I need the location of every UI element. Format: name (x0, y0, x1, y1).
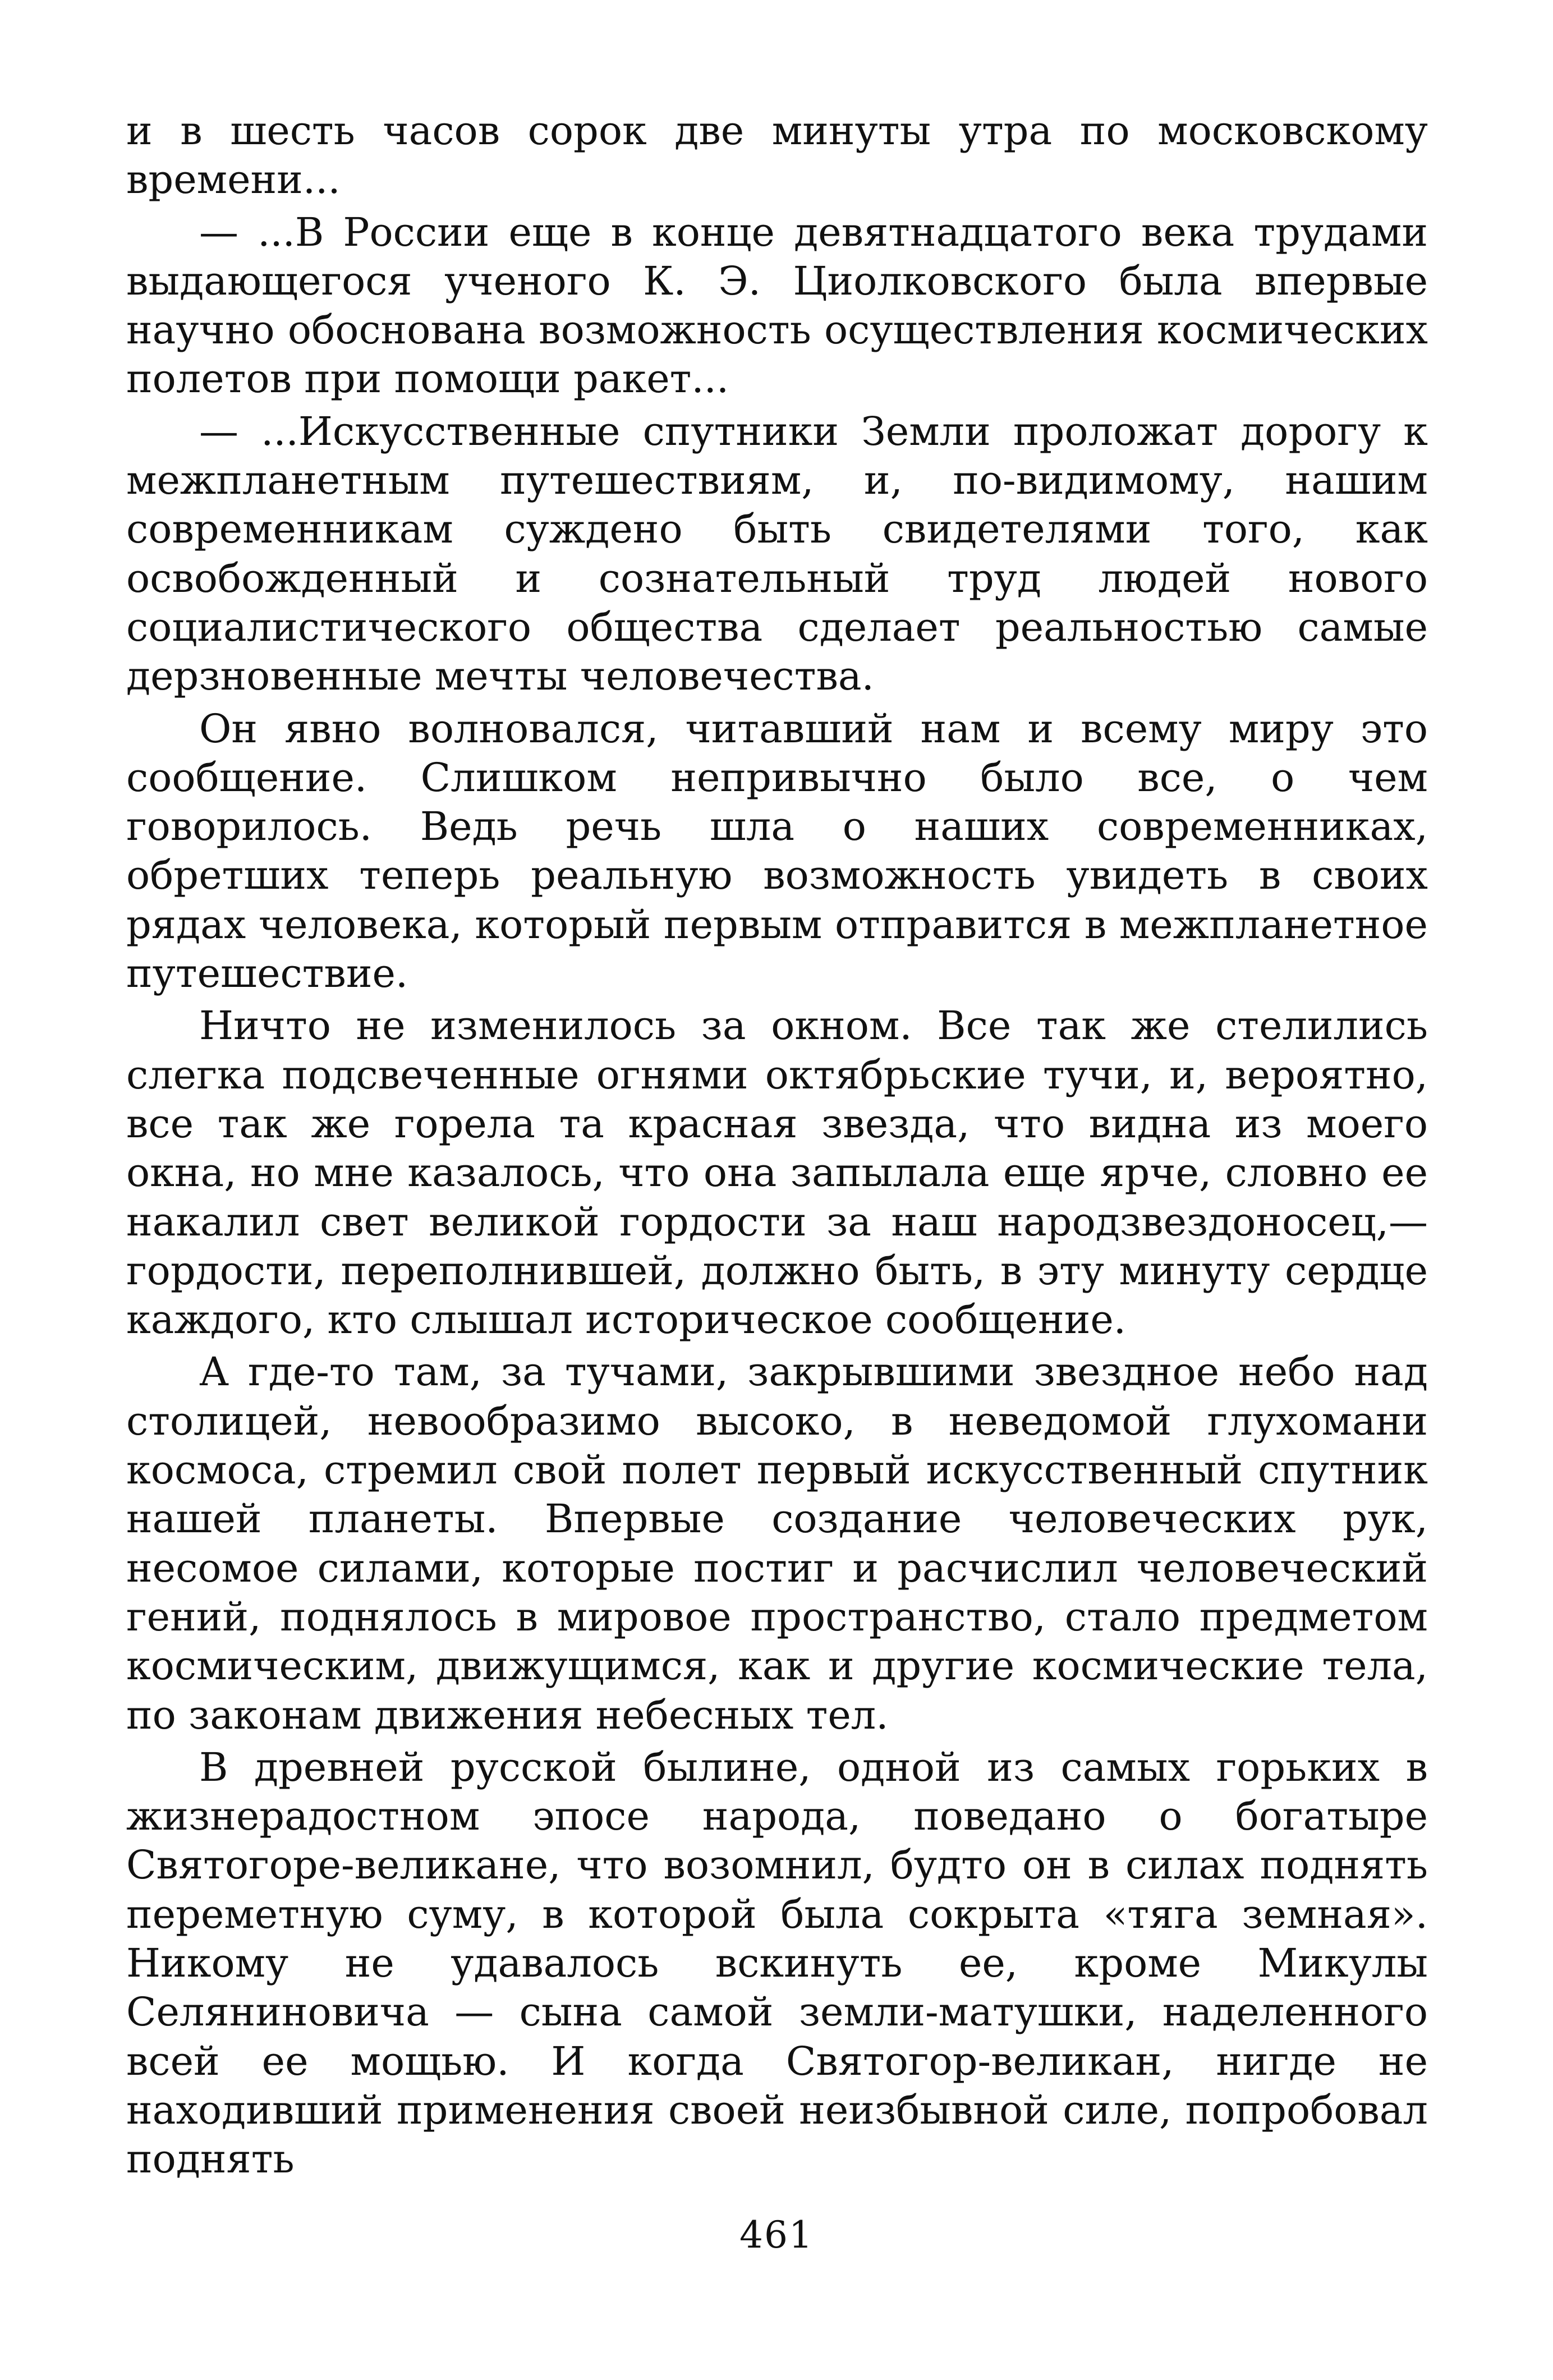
paragraph-6: А где-то там, за тучами, закрывшими звездное небо над столицей, невообразимо высоко, в неведомой глухомани космоса, стремил свой полет первый искусственный спутник нашей планеты. Впервые создание человеческих рук, несомое силами, которые постиг и расчислил человеческий гений, поднялось в мировое пространство, стало предметом космическим, движущимся, как и другие космические тела, по законам движения небесных тел. (126, 1349, 1428, 1738)
paragraph-7: В древней русской былине, одной из самых горьких в жизнерадостном эпосе народа, поведано о богатыре Святогоре-великане, что возомнил, будто он в силах поднять переметную суму, в которой была сокрыта «тяга земная». Никому не удавалось вскинуть ее, кроме Микулы Селяниновича — сына самой земли-матушки, наделенного всей ее мощью. И когда Святогор-великан, нигде не находивший применения своей неизбывной силе, попробовал поднять (126, 1744, 1428, 2183)
paragraph-1: и в шесть часов сорок две минуты утра по московскому времени... (126, 108, 1428, 203)
paragraph-5: Ничто не изменилось за окном. Все так же стелились слегка подсвеченные огнями октябрьские тучи, и, вероятно, все так же горела та красная звезда, что видна из моего окна, но мне казалось, что она запылала еще ярче, словно ее накалил свет великой гордости за наш народзвездоносец,— гордости, переполнившей, должно быть, в эту минуту сердце каждого, кто слышал историческое сообщение. (126, 1003, 1428, 1343)
paragraph-4: Он явно волновался, читавший нам и всему миру это сообщение. Слишком непривычно было все, о чем говорилось. Ведь речь шла о наших современниках, обретших теперь реальную возможность увидеть в своих рядах человека, который первым отправится в межпланетное путешествие. (126, 705, 1428, 997)
page-number: 461 (739, 2213, 814, 2257)
paragraph-2: — ...В России еще в конце девятнадцатого века трудами выдающегося ученого К. Э. Циолковского была впервые научно обоснована возможность осуществления космических полетов при помощи ракет... (126, 209, 1428, 402)
paragraph-3: — ...Искусственные спутники Земли проложат дорогу к межпланетным путешествиям, и, по-видимому, нашим современникам суждено быть свидетелями того, как освобожденный и сознательный труд людей нового социалистического общества сделает реальностью самые дерзновенные мечты человечества. (126, 408, 1428, 700)
body-text (126, 107, 1428, 2184)
